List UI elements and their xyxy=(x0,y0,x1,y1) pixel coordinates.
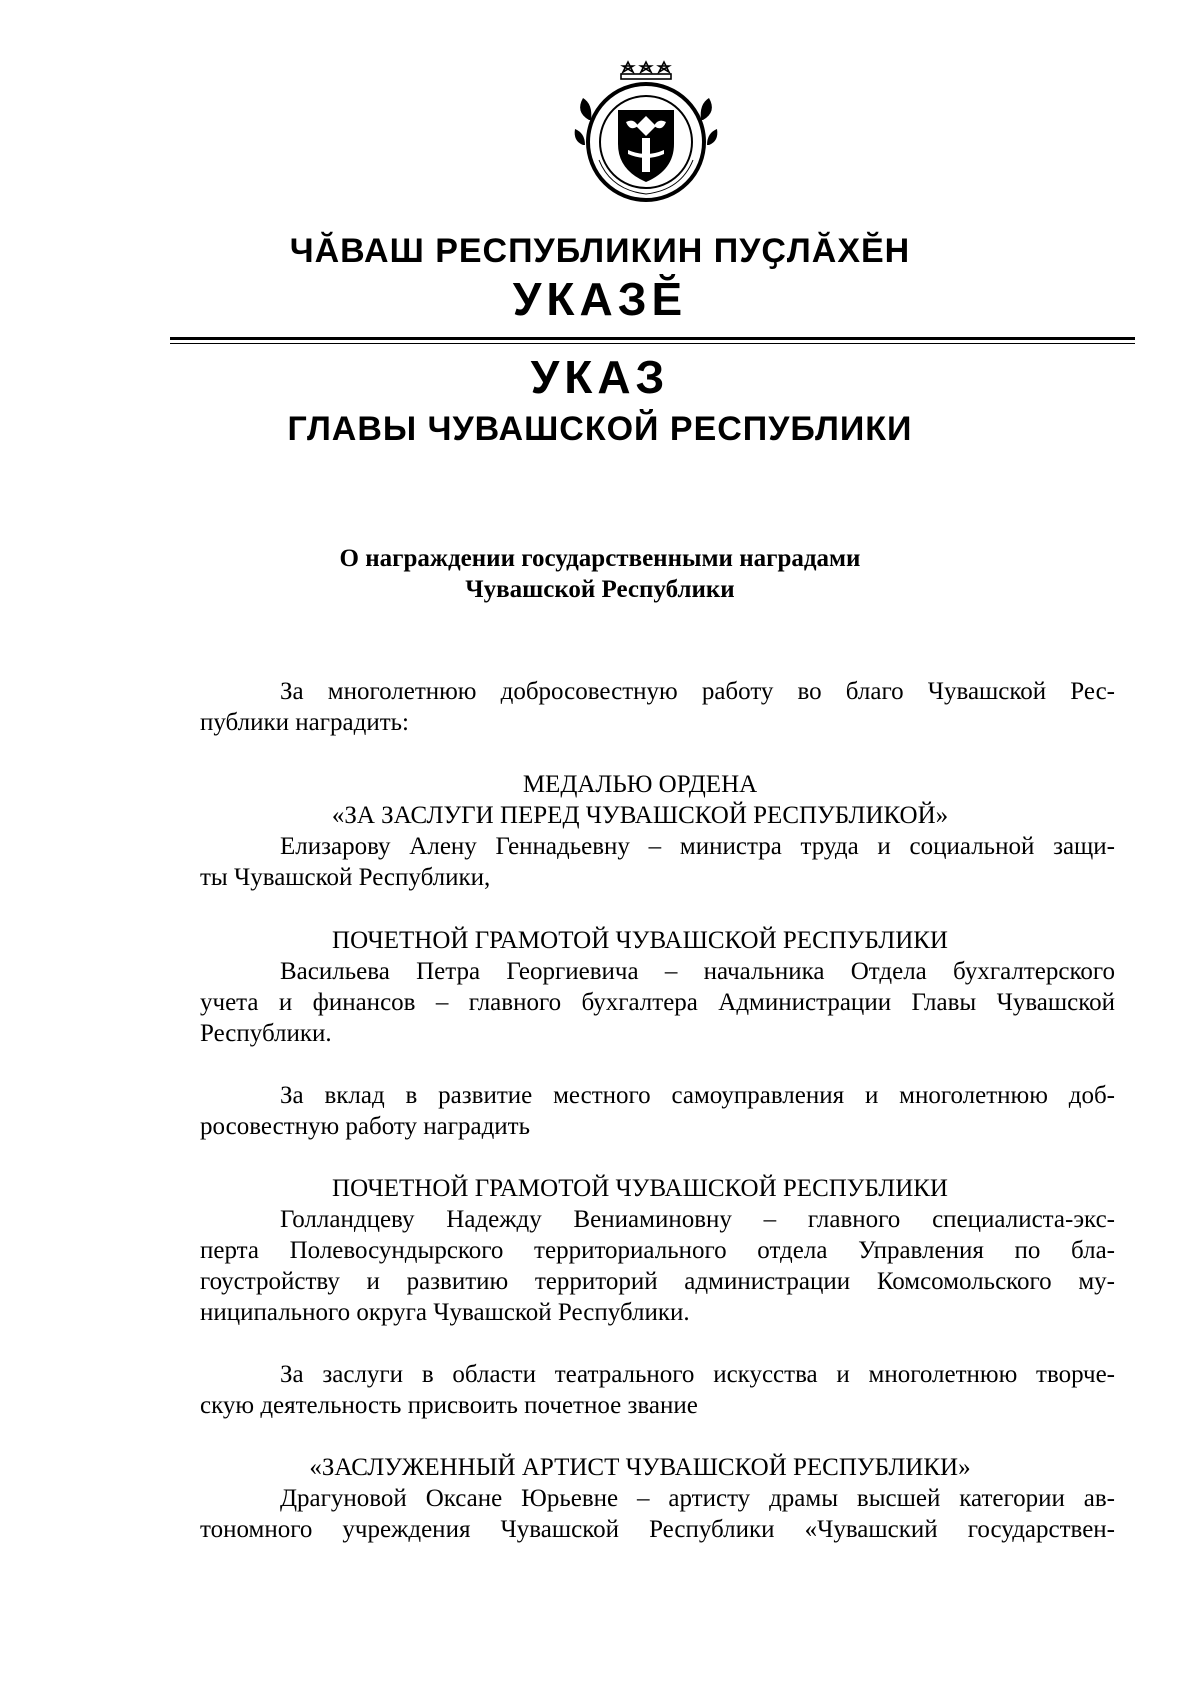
awardee-line: Драгуновой Оксане Юрьевне – артисту драмы высшей категории ав- xyxy=(280,1485,1115,1512)
header-divider-thin xyxy=(170,343,1135,344)
awardee-line: Республики. xyxy=(200,1020,332,1047)
header-russian-title: ГЛАВЫ ЧУВАШСКОЙ РЕСПУБЛИКИ xyxy=(287,410,913,448)
paragraph-line: публики наградить: xyxy=(200,709,409,736)
awardee-line: Елизарову Алену Геннадьевну – министра труда и социальной защи- xyxy=(280,833,1115,860)
awardee-line: перта Полевосундырского территориального отдела Управления по бла- xyxy=(200,1237,1115,1264)
awardee-line: ты Чувашской Республики, xyxy=(200,864,491,891)
paragraph-line: За многолетнюю добросовестную работу во благо Чувашской Рес- xyxy=(280,678,1115,705)
paragraph-line: За заслуги в области театрального искусства и многолетнюю творче- xyxy=(280,1361,1115,1388)
award-title: «ЗА ЗАСЛУГИ ПЕРЕД ЧУВАШСКОЙ РЕСПУБЛИКОЙ» xyxy=(331,802,949,829)
decree-subject-line2: Чувашской Республики xyxy=(465,576,735,603)
awardee-line: Голландцеву Надежду Вениаминовну – главного специалиста-экс- xyxy=(280,1206,1115,1233)
awardee-line: тономного учреждения Чувашской Республики «Чувашский государствен- xyxy=(200,1516,1115,1543)
awardee-line: гоустройству и развитию территорий администрации Комсомольского му- xyxy=(200,1268,1115,1295)
paragraph-line: росовестную работу наградить xyxy=(200,1113,531,1140)
header-russian-ukaz: УКАЗ xyxy=(530,351,670,403)
award-title: «ЗАСЛУЖЕННЫЙ АРТИСТ ЧУВАШСКОЙ РЕСПУБЛИКИ» xyxy=(309,1454,971,1481)
header-chuvash-ukaz: УКАЗӖ xyxy=(512,273,688,325)
awardee-line: ниципального округа Чувашской Республики. xyxy=(200,1299,690,1326)
coat-of-arms-chuvashia-icon xyxy=(571,50,721,210)
award-title: ПОЧЕТНОЙ ГРАМОТОЙ ЧУВАШСКОЙ РЕСПУБЛИКИ xyxy=(332,1175,948,1202)
awardee-line: учета и финансов – главного бухгалтера Администрации Главы Чувашской xyxy=(200,989,1115,1016)
decree-subject-line1: О награждении государственными наградами xyxy=(339,545,861,572)
award-title: МЕДАЛЬЮ ОРДЕНА xyxy=(522,771,758,798)
award-title: ПОЧЕТНОЙ ГРАМОТОЙ ЧУВАШСКОЙ РЕСПУБЛИКИ xyxy=(332,927,948,954)
header-divider xyxy=(170,337,1135,340)
paragraph-line: скую деятельность присвоить почетное звание xyxy=(200,1392,698,1419)
awardee-line: Васильева Петра Георгиевича – начальника Отдела бухгалтерского xyxy=(280,958,1115,985)
header-chuvash-title: ЧӐВАШ РЕСПУБЛИКИН ПУҪЛӐХӖН xyxy=(289,232,911,270)
paragraph-line: За вклад в развитие местного самоуправления и многолетнюю доб- xyxy=(280,1082,1115,1109)
